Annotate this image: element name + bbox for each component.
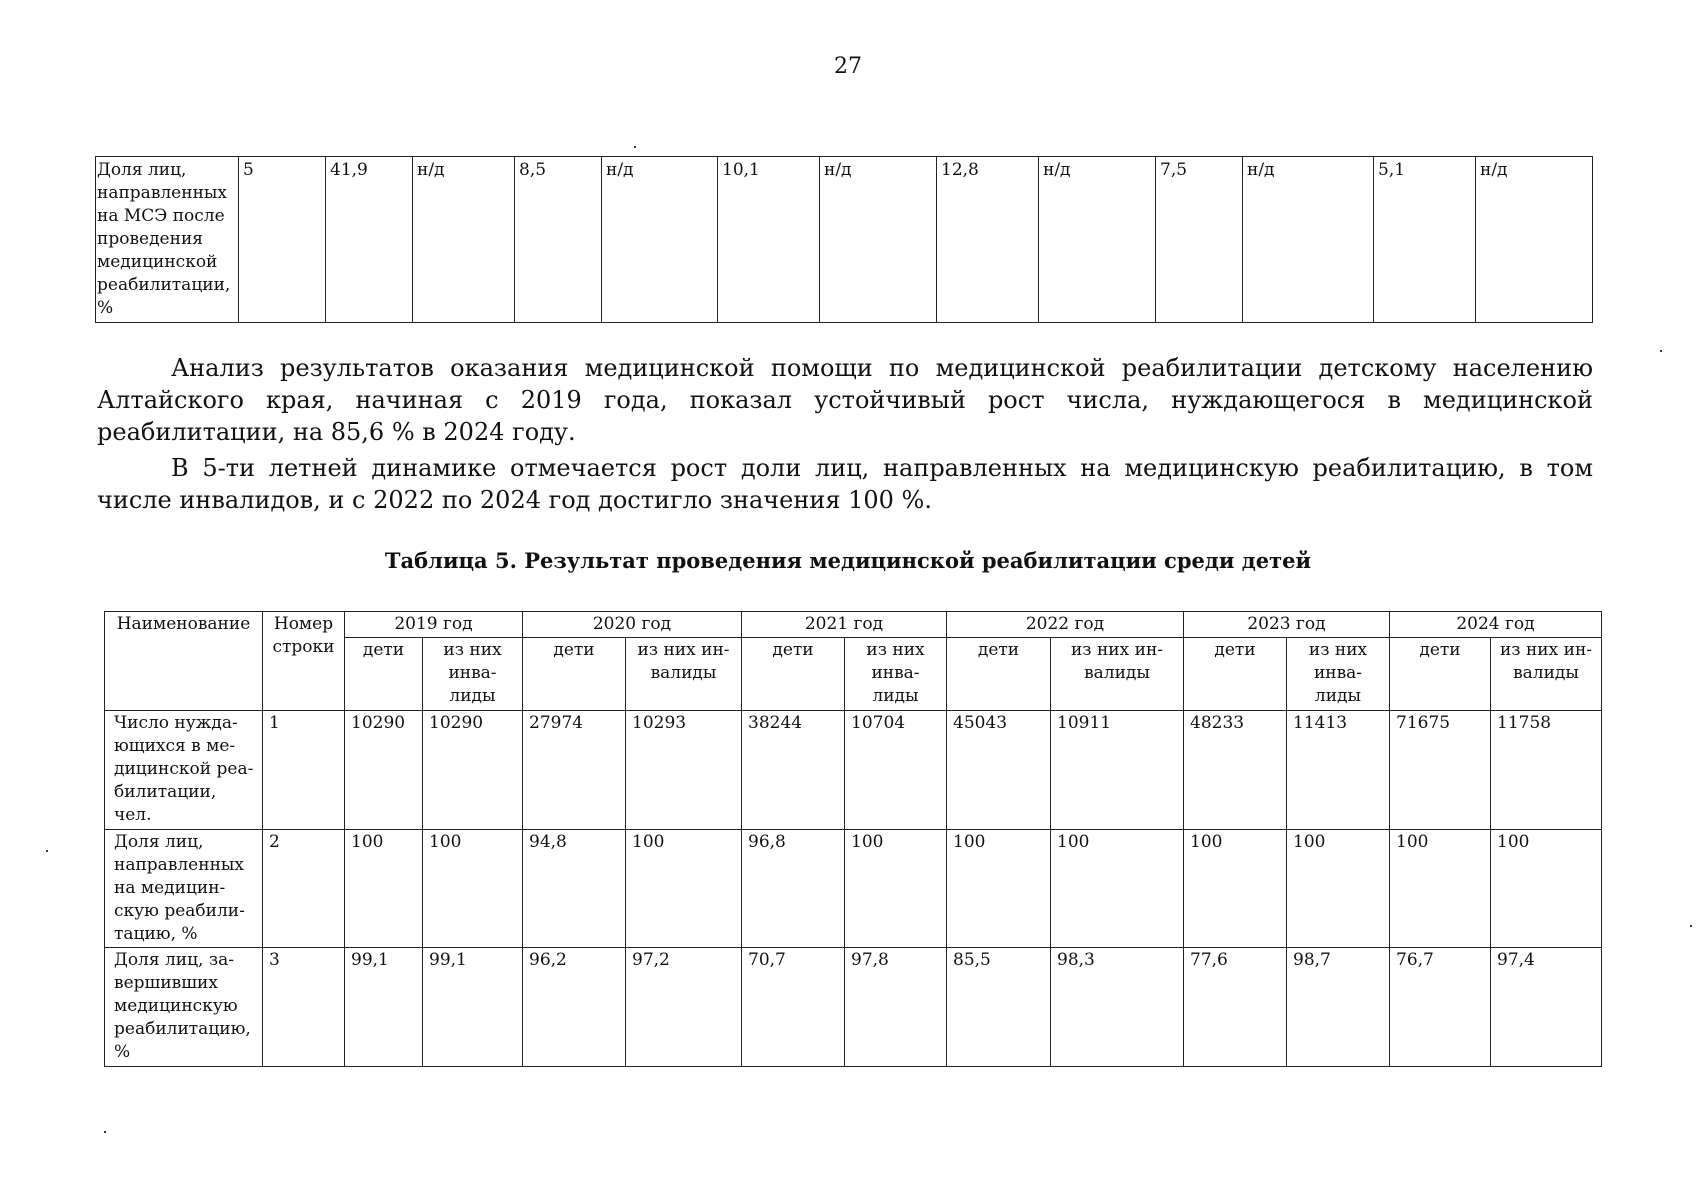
header-year: 2023 год [1184,612,1390,638]
table-cell: 10,1 [718,157,820,323]
table-cell: 10293 [626,711,742,830]
row-name: Доля лиц, направленных на медицин-скую реабили-тацию, % [105,830,263,948]
table-cell: 8,5 [515,157,602,323]
table-cell: н/д [1476,157,1593,323]
scan-speck [1660,350,1662,352]
table-cell: 76,7 [1390,948,1491,1067]
header-disabled: из них ин-валиды [1051,638,1184,711]
header-children: дети [742,638,845,711]
table-cell: 100 [1184,830,1287,948]
table-row [105,830,1602,948]
table-cell: 77,6 [1184,948,1287,1067]
table-cell: 100 [1390,830,1491,948]
table-cell: 100 [947,830,1051,948]
table-cell: 100 [626,830,742,948]
table-caption: Таблица 5. Результат проведения медицинской реабилитации среди детей [384,548,1312,573]
table-cell: 100 [1287,830,1390,948]
row-number: 5 [239,157,326,323]
header-disabled: из них инва-лиды [1287,638,1390,711]
table-cell: н/д [1243,157,1374,323]
table-cell: 100 [1491,830,1602,948]
header-year: 2024 год [1390,612,1602,638]
table-cell: 41,9 [326,157,413,323]
table-cell: 48233 [1184,711,1287,830]
header-row-number: Номер строки [263,612,345,711]
table-row [105,711,1602,830]
header-disabled: из них инва-лиды [423,638,523,711]
table-cell: 100 [845,830,947,948]
table-row [96,157,1593,323]
row-number: 2 [263,830,345,948]
scan-speck [1690,925,1692,927]
table-cell: 70,7 [742,948,845,1067]
header-year: 2021 год [742,612,947,638]
row-number: 3 [263,948,345,1067]
table-cell: 99,1 [345,948,423,1067]
header-year: 2020 год [523,612,742,638]
header-children: дети [947,638,1051,711]
table-cell: 5,1 [1374,157,1476,323]
table-cell: 27974 [523,711,626,830]
table-cell: 100 [1051,830,1184,948]
row-name: Доля лиц, за-вершивших медицинскую реабилитацию, % [105,948,263,1067]
header-disabled: из них инва-лиды [845,638,947,711]
table-cell: 10290 [423,711,523,830]
table-cell: 97,2 [626,948,742,1067]
header-row [105,612,1602,638]
header-children: дети [1184,638,1287,711]
table-cell: 71675 [1390,711,1491,830]
rehabilitation-results-table [104,611,1602,1067]
header-disabled: из них ин-валиды [1491,638,1602,711]
table-cell: 98,3 [1051,948,1184,1067]
header-year: 2022 год [947,612,1184,638]
table-cell: 96,2 [523,948,626,1067]
table-cell: 10704 [845,711,947,830]
table-cell: 7,5 [1156,157,1243,323]
header-year: 2019 год [345,612,523,638]
header-name: Наименование [105,612,263,711]
header-children: дети [1390,638,1491,711]
table-cell: 97,4 [1491,948,1602,1067]
paragraph-analysis: Анализ результатов оказания медицинской помощи по медицинской реабилитации детскому населению Алтайского края, начиная с 2019 года, показал устойчивый рост числа, нуждающегося в медицинской реабилитации, на 85,6 % в 2024 году. [97,354,1593,446]
page-number: 27 [834,54,862,79]
table-cell: 85,5 [947,948,1051,1067]
scan-speck [46,850,48,852]
table-cell: 38244 [742,711,845,830]
table-cell: 94,8 [523,830,626,948]
continued-table [95,156,1593,323]
table-cell: н/д [820,157,937,323]
row-number: 1 [263,711,345,830]
row-label: Доля лиц, направленных на МСЭ после проведения медицинской реабилитации, % [96,157,239,323]
table-cell: н/д [413,157,515,323]
table-cell: 98,7 [1287,948,1390,1067]
scan-speck [104,1131,106,1133]
table-cell: 11413 [1287,711,1390,830]
table-cell: 96,8 [742,830,845,948]
table-cell: 12,8 [937,157,1039,323]
table-cell: 100 [423,830,523,948]
table-cell: н/д [1039,157,1156,323]
table-cell: 10911 [1051,711,1184,830]
table-cell: 45043 [947,711,1051,830]
table-cell: 97,8 [845,948,947,1067]
table-cell: 11758 [1491,711,1602,830]
table-row [105,948,1602,1067]
header-disabled: из них ин-валиды [626,638,742,711]
table-cell: 99,1 [423,948,523,1067]
paragraph-dynamics: В 5-ти летней динамике отмечается рост доли лиц, направленных на медицинскую реабилитацию, в том числе инвалидов, и с 2022 по 2024 год достигло значения 100 %. [97,454,1593,514]
header-children: дети [523,638,626,711]
scan-speck [634,146,636,148]
table-cell: 100 [345,830,423,948]
row-name: Число нужда-ющихся в ме-дицинской реа-билитации, чел. [105,711,263,830]
header-children: дети [345,638,423,711]
table-cell: н/д [602,157,718,323]
table-cell: 10290 [345,711,423,830]
